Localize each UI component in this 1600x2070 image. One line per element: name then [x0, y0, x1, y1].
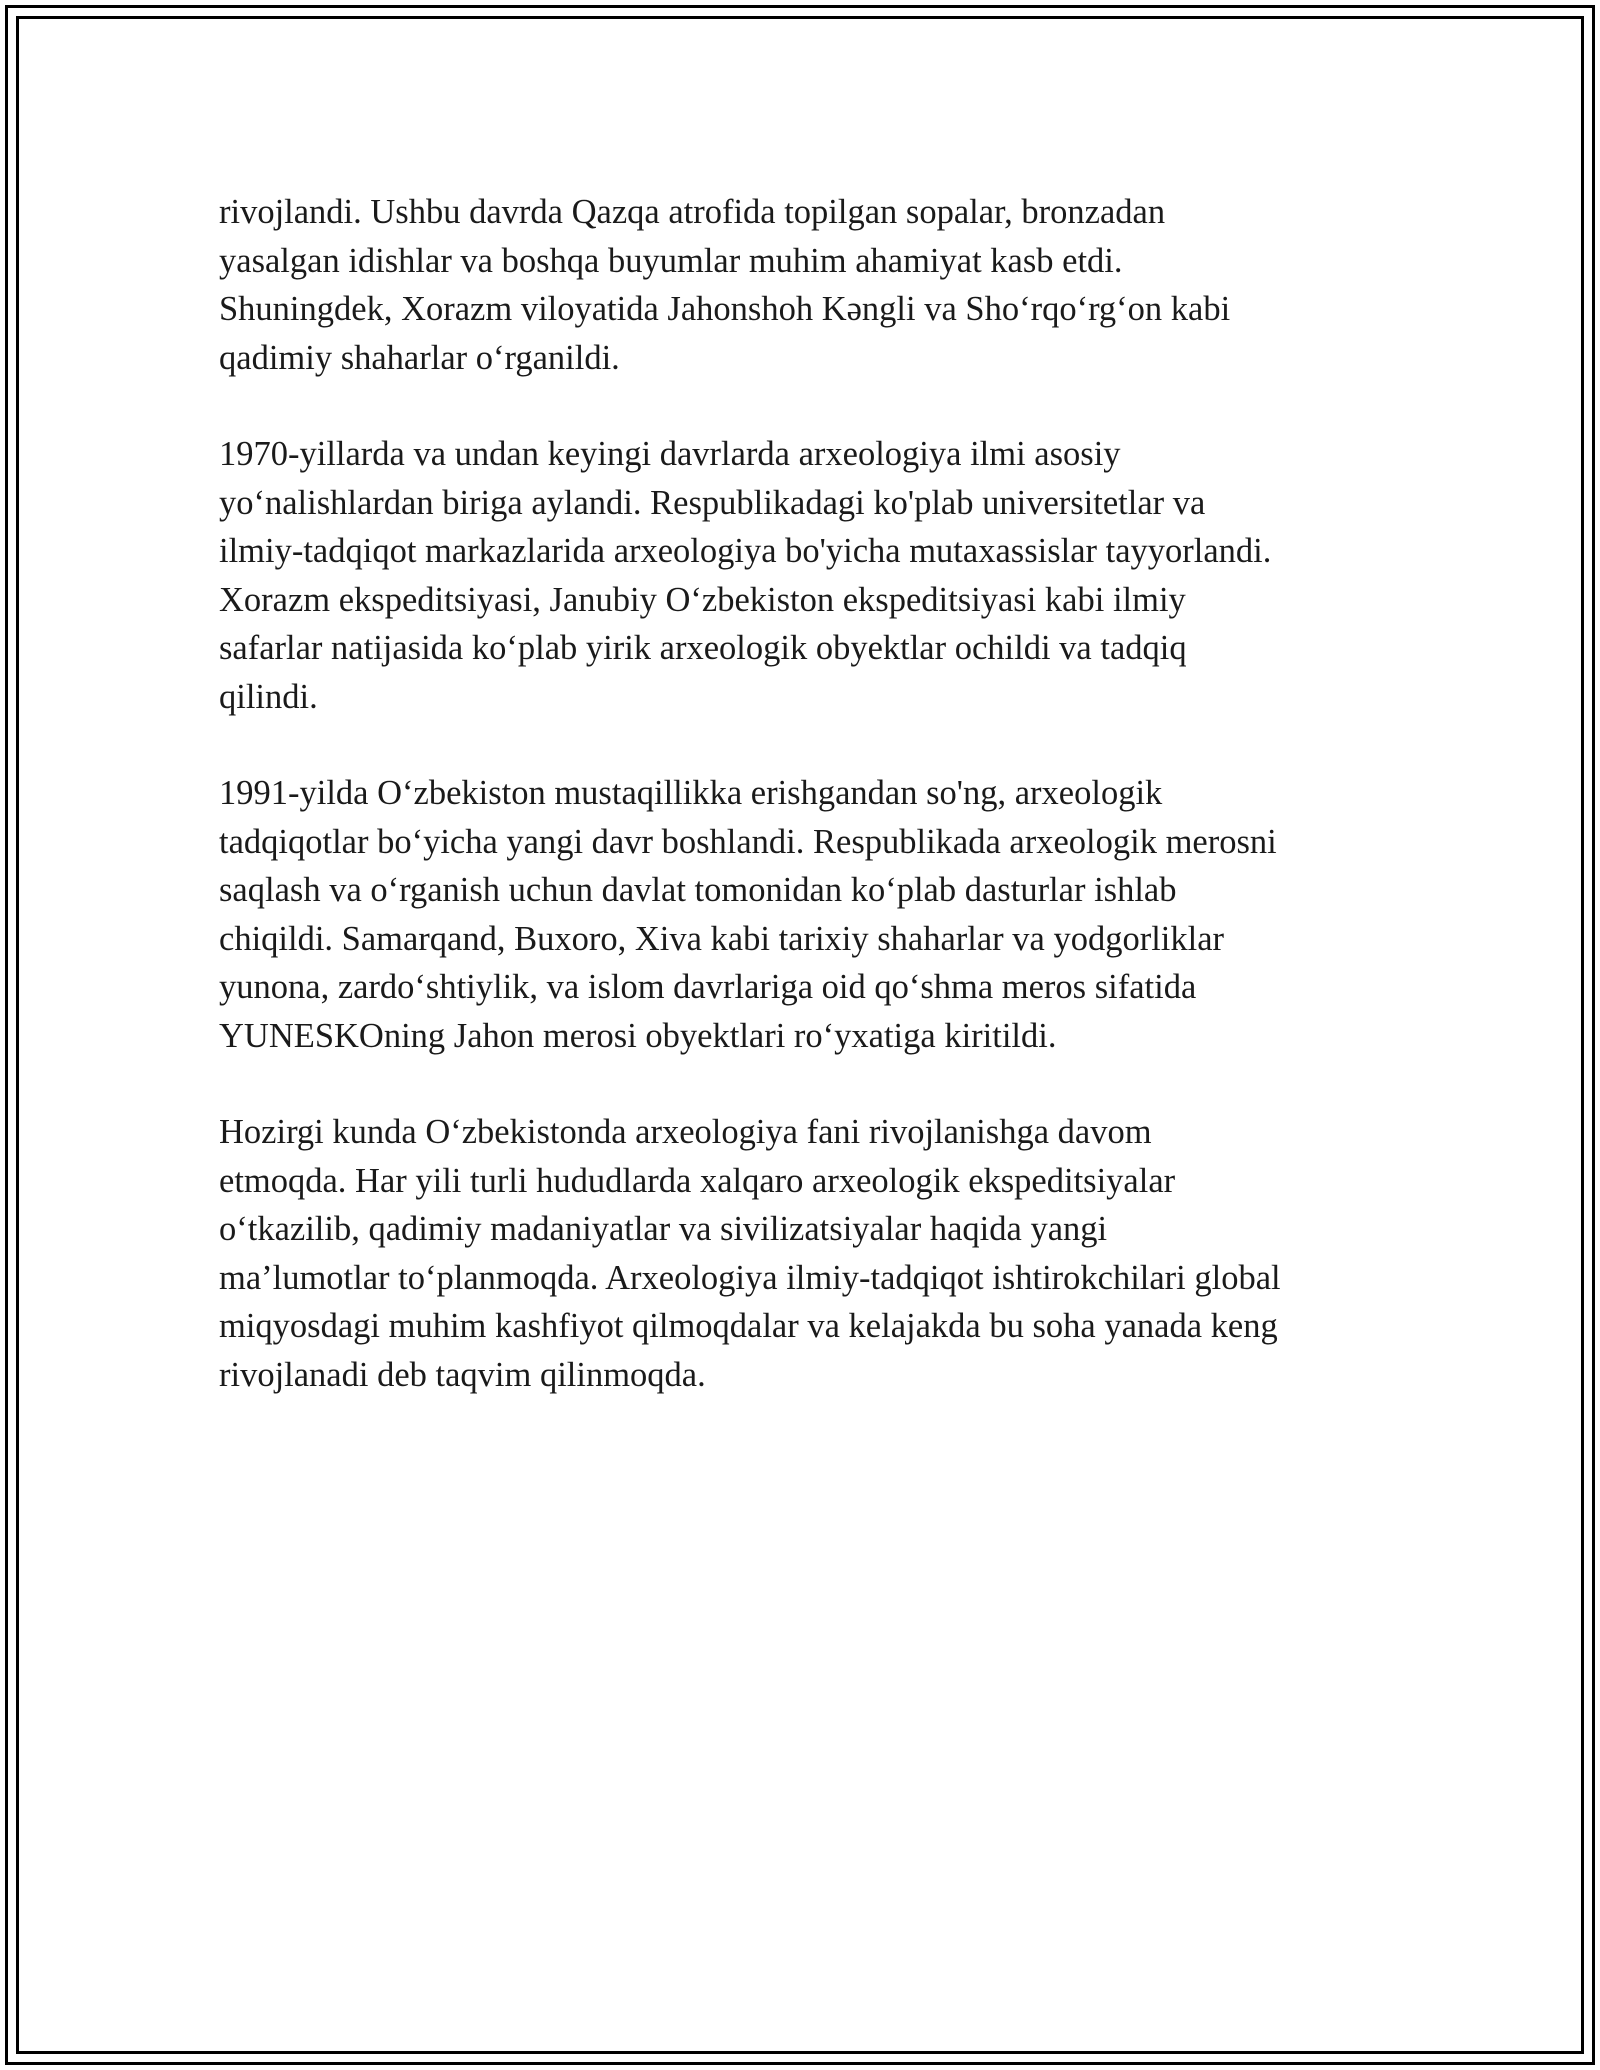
- paragraph-2: 1970-yillarda va undan keyingi davrlarda arxeologiya ilmi asosiy yo‘nalishlardan biriga aylandi. Respublikadagi ko'plab universitetlar va ilmiy-tadqiqot markazlarida arxeologiya bo'yicha mutaxassislar tayyorlandi. Xorazm ekspeditsiyasi, Janubiy O‘zbekiston ekspeditsiyasi kabi ilmiy safarlar natijasida ko‘plab yirik arxeologik obyektlar ochildi va tadqiq qilindi.: [219, 435, 1272, 716]
- document-body: [219, 188, 1389, 1447]
- paragraph-4: Hozirgi kunda O‘zbekistonda arxeologiya fani rivojlanishga davom etmoqda. Har yili turli hududlarda xalqaro arxeologik ekspeditsiyalar o‘tkazilib, qadimiy madaniyatlar va sivilizatsiyalar haqida yangi ma’lumotlar to‘planmoqda. Arxeologiya ilmiy-tadqiqot ishtirokchilari global miqyosdagi muhim kashfiyot qilmoqdalar va kelajakda bu soha yanada keng rivojlanadi deb taqvim qilinmoqda.: [219, 1113, 1281, 1394]
- paragraph-1: rivojlandi. Ushbu davrda Qazqa atrofida topilgan sopalar, bronzadan yasalgan idishlar va boshqa buyumlar muhim ahamiyat kasb etdi. Shuningdek, Xorazm viloyatida Jahonshoh Kəngli va Sho‘rqo‘rg‘on kabi qadimiy shaharlar o‘rganildi.: [219, 193, 1231, 377]
- paragraph-3: 1991-yilda O‘zbekiston mustaqillikka erishgandan so'ng, arxeologik tadqiqotlar bo‘yicha yangi davr boshlandi. Respublikada arxeologik merosni saqlash va o‘rganish uchun davlat tomonidan ko‘plab dasturlar ishlab chiqildi. Samarqand, Buxoro, Xiva kabi tarixiy shaharlar va yodgorliklar yunona, zardo‘shtiylik, va islom davrlariga oid qo‘shma meros sifatida YUNESKOning Jahon merosi obyektlari ro‘yxatiga kiritildi.: [219, 774, 1277, 1055]
